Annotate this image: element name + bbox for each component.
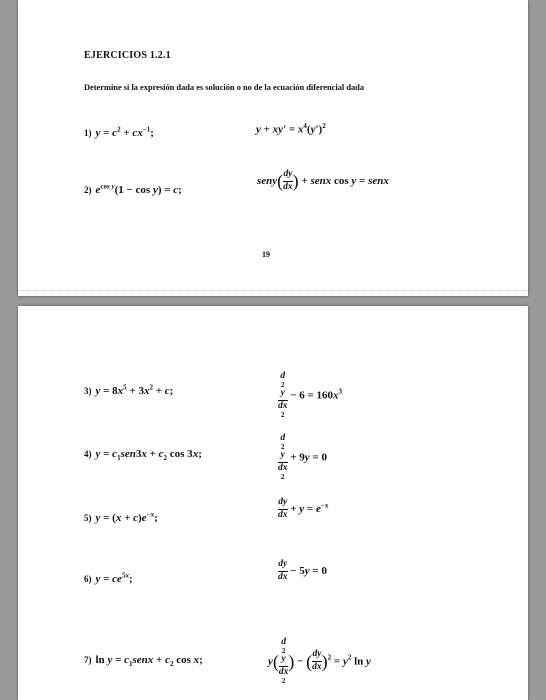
exercise-4-equation: d 2 y dx 2 + 9y = 0	[278, 433, 327, 482]
exercise-7-equation: y( d 2 y dx 2 ) − ( $\frac{dy}{dx}$ )$^2 = y^2$ ln y	[268, 637, 371, 686]
exercise-3-equation: d 2 y dx 2 − $6 = 160x^3$	[278, 371, 343, 420]
page-number: 19	[262, 250, 270, 259]
exercise-3-solution: 3) $y = 8x^5 + 3x^2 + c$;	[84, 383, 174, 397]
exercise-1-solution: 1) $y = c^2 + cx^{-1}$;	[84, 125, 154, 139]
instruction-text: Determine si la expresión dada es solución o no de la ecuación diferencial dada	[84, 83, 365, 92]
exercise-4-solution: 4) $y = c_1sen3x + c_2$ cos 3x;	[84, 448, 202, 463]
exercise-2-equation: seny( $\frac{dy}{dx}$ ) + senx cos y = senx	[257, 169, 389, 192]
page-divider	[18, 290, 528, 291]
exercise-number: 7)	[84, 655, 92, 665]
exercise-number: 4)	[84, 449, 92, 459]
exercise-number: 3)	[84, 386, 92, 396]
exercise-6-equation: $\frac{dy}{dx}$ − 5y = 0	[278, 559, 327, 582]
page-1	[18, 0, 528, 296]
exercise-number: 6)	[84, 574, 92, 584]
exercise-5-solution: 5) $y = (x + c)e^{-x}$;	[84, 510, 158, 524]
exercise-number: 5)	[84, 513, 92, 523]
exercise-number: 1)	[84, 128, 92, 138]
exercise-5-equation: $\frac{dy}{dx}$ + $y = e^{-x}$	[278, 497, 329, 520]
section-title: EJERCICIOS 1.2.1	[84, 50, 171, 61]
exercise-6-solution: 6) $y = ce^{5x}$;	[84, 571, 133, 585]
exercise-number: 2)	[84, 185, 92, 195]
exercise-7-solution: 7) $\ln y = c_1senx + c_2$ cos x;	[84, 654, 203, 669]
page-2	[18, 306, 528, 700]
exercise-1-equation: $y + xy' = x^4(y')^2$	[256, 122, 326, 136]
exercise-2-solution: 2) $e^{cos y}(1 - \cos y) = c$;	[84, 182, 182, 196]
